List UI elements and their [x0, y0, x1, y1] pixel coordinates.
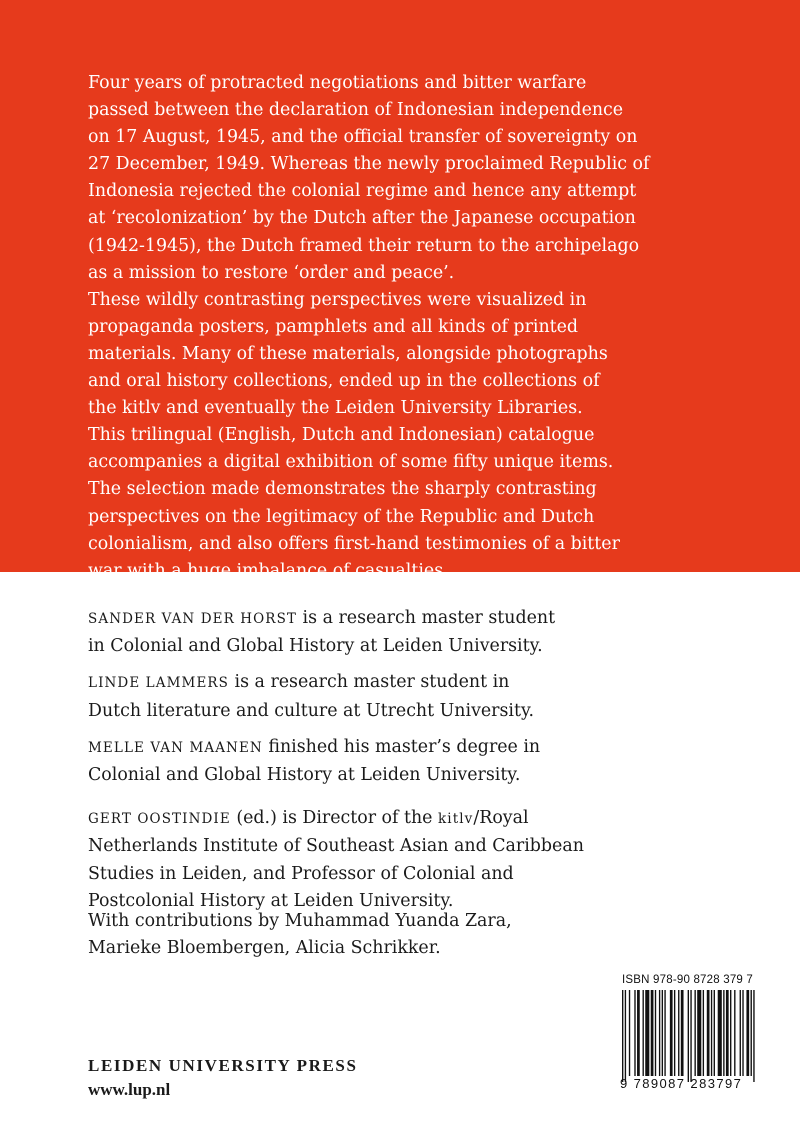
bio-text: /Royal: [473, 808, 529, 829]
bio-gert: [88, 805, 748, 915]
blurb-line: the kitlv and eventually the Leiden University Libraries.: [88, 398, 583, 419]
bio-melle: [88, 734, 748, 789]
blurb-text: [88, 70, 748, 585]
barcode-bar: [697, 990, 701, 1076]
bio-text: Studies in Leiden, and Professor of Colonial and: [88, 863, 514, 884]
bio-text: is a research master student: [297, 608, 556, 628]
barcode-bar: [694, 990, 695, 1076]
barcode-bar: [678, 990, 679, 1076]
barcode-bar: [753, 990, 754, 1082]
barcode-bar: [726, 990, 729, 1076]
blurb-line: as a mission to restore ‘order and peace’.: [88, 262, 455, 283]
author-name: MELLE VAN MAANEN: [88, 739, 263, 756]
blurb-line: war with a huge imbalance of casualties.: [88, 560, 449, 581]
blurb-line: The selection made demonstrates the sharply contrasting: [88, 479, 597, 500]
barcode-bar: [740, 990, 741, 1076]
bio-linde: [88, 669, 748, 724]
barcode-bar: [670, 990, 673, 1076]
blurb-line: materials. Many of these materials, alongside photographs: [88, 343, 608, 364]
bio-text: finished his master’s degree in: [262, 736, 541, 757]
bio-text: in Colonial and Global History at Leiden University.: [88, 636, 543, 657]
blurb-line: and oral history collections, ended up in the collections of: [88, 371, 600, 392]
blurb-line: These wildly contrasting perspectives were visualized in: [88, 289, 587, 310]
author-bios: [88, 605, 748, 924]
barcode-bar: [742, 990, 743, 1076]
blurb-line: This trilingual (English, Dutch and Indonesian) catalogue: [88, 425, 595, 446]
barcode-bar: [659, 990, 660, 1076]
bio-text: Dutch literature and culture at Utrecht University.: [88, 700, 535, 721]
barcode-bar: [718, 990, 722, 1076]
barcode-bar: [746, 990, 749, 1076]
barcode-bar: [651, 990, 654, 1076]
barcode-bar: [637, 990, 640, 1076]
barcode-bar: [723, 990, 724, 1076]
blurb-line: passed between the declaration of Indonesian independence: [88, 100, 624, 121]
author-name: LINDE LAMMERS: [88, 675, 230, 692]
barcode-bar: [730, 990, 731, 1076]
blurb-line: (1942-1945), the Dutch framed their return to the archipelago: [88, 235, 640, 256]
contributions-line: With contributions by Muhammad Yuanda Zara,: [88, 911, 512, 931]
barcode-bar: [634, 990, 635, 1076]
publisher-name: LEIDEN UNIVERSITY PRESS: [88, 1056, 358, 1075]
isbn-label: ISBN 978-90 8728 379 7: [622, 974, 753, 986]
blurb-line: colonialism, and also offers first-hand testimonies of a bitter: [88, 533, 620, 554]
barcode-bar: [645, 990, 649, 1076]
barcode-bar: [625, 990, 626, 1082]
isbn-barcode-block: [620, 974, 760, 1104]
barcode-bar: [707, 990, 710, 1076]
barcode-bar: [690, 990, 691, 1082]
bio-text: Postcolonial History at Leiden University.: [88, 890, 454, 911]
blurb-line: accompanies a digital exhibition of some fifty unique items.: [88, 452, 614, 473]
barcode-bar: [655, 990, 656, 1076]
blurb-line: at ‘recolonization’ by the Dutch after the Japanese occupation: [88, 208, 636, 229]
bio-text: Colonial and Global History at Leiden University.: [88, 765, 521, 786]
blurb-line: 27 December, 1949. Whereas the newly proclaimed Republic of: [88, 154, 650, 175]
barcode-bar: [643, 990, 644, 1076]
barcode-icon: [620, 990, 760, 1090]
kitlv-acronym: kitlv: [438, 811, 474, 828]
barcode-bar: [688, 990, 689, 1082]
barcode-bar: [629, 990, 630, 1076]
blurb-line: Four years of protracted negotiations and bitter warfare: [88, 73, 587, 93]
author-name: SANDER VAN DER HORST: [88, 611, 298, 627]
barcode-bar: [711, 990, 712, 1076]
blurb-line: perspectives on the legitimacy of the Republic and Dutch: [88, 506, 595, 527]
barcode-bar: [714, 990, 715, 1076]
barcode-bar: [674, 990, 675, 1076]
publisher-block: [88, 1054, 448, 1102]
blurb-line: Indonesia rejected the colonial regime and hence any attempt: [88, 181, 637, 202]
barcode-bar: [662, 990, 663, 1076]
barcode-bar: [734, 990, 735, 1076]
bio-sander: [88, 605, 748, 660]
barcode-digits: 9 789087 283797: [620, 1076, 743, 1091]
blurb-line: propaganda posters, pamphlets and all kinds of printed: [88, 316, 579, 337]
barcode-bar: [751, 990, 752, 1076]
bio-text: Netherlands Institute of Southeast Asian and Caribbean: [88, 836, 584, 857]
blurb-line: on 17 August, 1945, and the official transfer of sovereignty on: [88, 127, 638, 148]
contributions: [88, 908, 748, 962]
barcode-bar: [703, 990, 704, 1076]
barcode-bar: [622, 990, 623, 1082]
contributions-line: Marieke Bloembergen, Alicia Schrikker.: [88, 938, 441, 959]
bio-text: is a research master student in: [229, 672, 510, 693]
bio-text: (ed.) is Director of the: [230, 808, 438, 829]
barcode-bar: [681, 990, 684, 1076]
author-name: GERT OOSTINDIE: [88, 811, 231, 828]
barcode-bar: [664, 990, 665, 1076]
publisher-url[interactable]: www.lup.nl: [88, 1080, 171, 1099]
